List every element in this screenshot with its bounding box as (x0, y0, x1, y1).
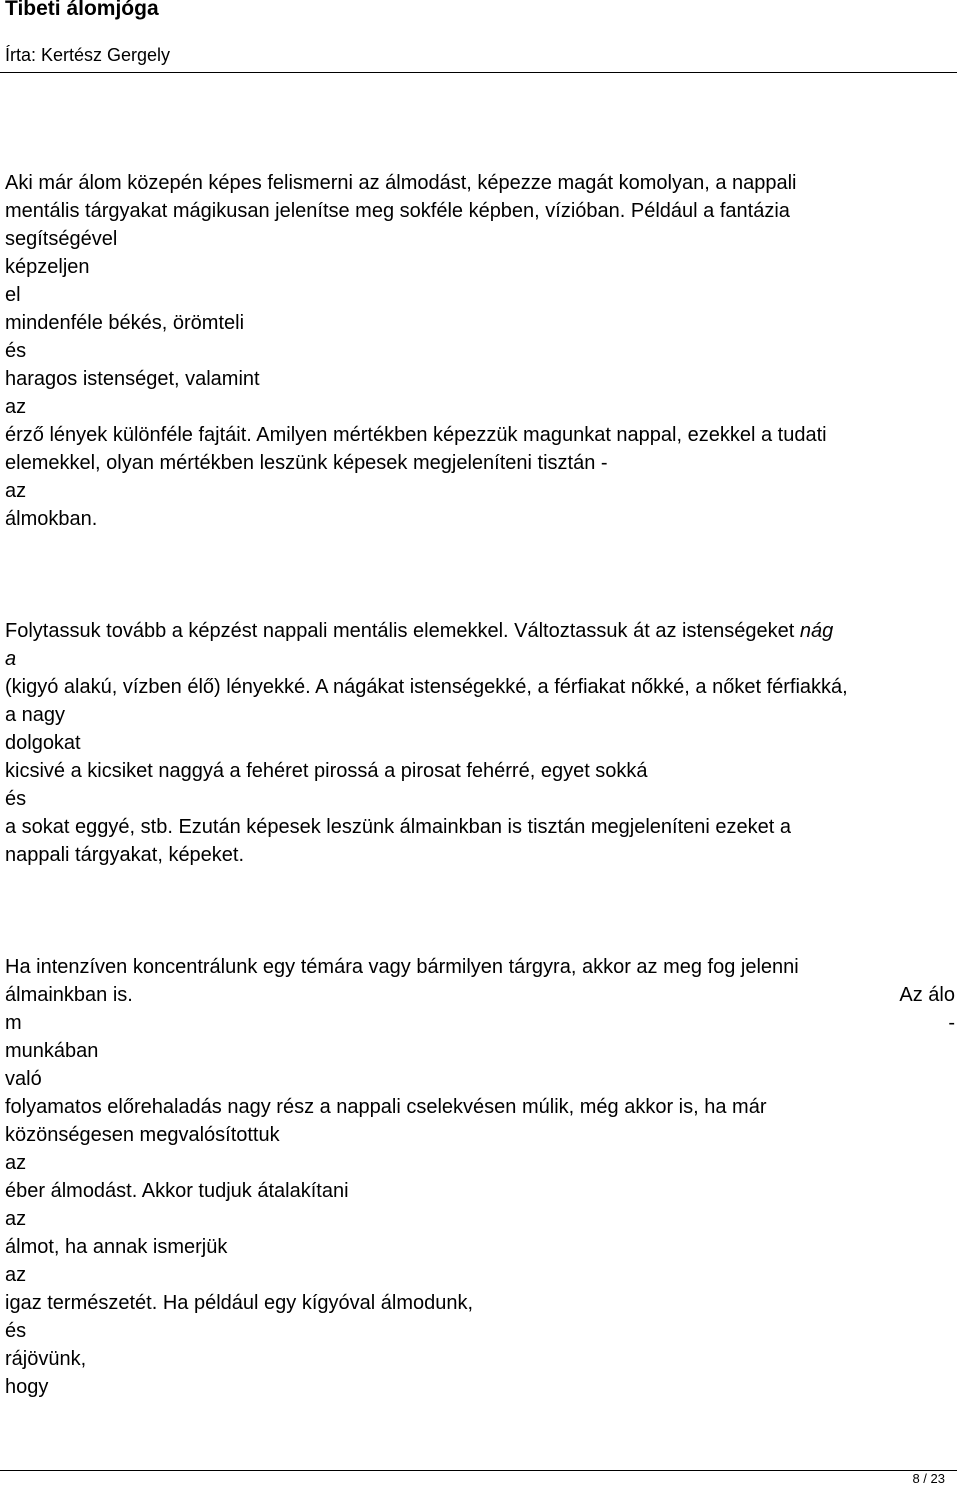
text-line: dolgokat (5, 732, 81, 754)
text-line: igaz természetét. Ha például egy kígyóval álmodunk, (5, 1292, 474, 1314)
text-line: és (5, 788, 27, 810)
text-line: a sokat eggyé, stb. Ezután képesek leszünk álmainkban is tisztán megjeleníteni ezeket a (5, 816, 792, 838)
text-line (5, 981, 955, 1009)
text-line: munkában (5, 1040, 99, 1062)
text-line: az (5, 1152, 27, 1174)
text-line: kicsivé a kicsiket naggyá a fehéret pirossá a pirosat fehérré, egyet sokká (5, 760, 648, 782)
text-line: való (5, 1068, 42, 1090)
text-line: az (5, 1208, 27, 1230)
text-segment: Folytassuk tovább a képzést nappali mentális elemekkel. Változtassuk át az istenségeket (5, 620, 800, 642)
paragraph-1 (5, 169, 955, 533)
text-segment: - (948, 1012, 955, 1034)
text-line: hogy (5, 1376, 49, 1398)
paragraph-2 (5, 617, 955, 869)
text-line (5, 617, 955, 645)
text-line: álmot, ha annak ismerjük (5, 1236, 228, 1258)
footer-divider (0, 1470, 957, 1471)
text-segment: Az álo (899, 984, 955, 1006)
text-line: álmokban. (5, 508, 98, 530)
text-line: elemekkel, olyan mértékben leszünk képesek megjeleníteni tisztán - (5, 452, 608, 474)
text-line: és (5, 340, 27, 362)
text-line (5, 645, 955, 673)
text-line: az (5, 1264, 27, 1286)
text-line: mentális tárgyakat mágikusan jelenítse meg sokféle képben, vízióban. Például a fantázia (5, 200, 790, 222)
text-line: közönségesen megvalósítottuk (5, 1124, 280, 1146)
document-author: Írta: Kertész Gergely (5, 45, 171, 65)
document-title: Tibeti álomjóga (5, 0, 159, 20)
paragraph-3 (5, 953, 955, 1401)
text-line: mindenféle békés, örömteli (5, 312, 245, 334)
text-line: képzeljen (5, 256, 90, 278)
text-line: rájövünk, (5, 1348, 87, 1370)
text-line (5, 1009, 955, 1037)
italic-term: a (5, 648, 17, 670)
text-line: segítségével (5, 228, 118, 250)
text-line: haragos istenséget, valamint (5, 368, 260, 390)
text-line: és (5, 1320, 27, 1342)
text-line: Aki már álom közepén képes felismerni az álmodást, képezze magát komolyan, a nappali (5, 172, 797, 194)
text-line: érző lények különféle fajtáit. Amilyen mértékben képezzük magunkat nappal, ezekkel a tudati (5, 424, 827, 446)
text-line: az (5, 480, 27, 502)
header-divider (0, 72, 957, 73)
text-line: folyamatos előrehaladás nagy rész a nappali cselekvésen múlik, még akkor is, ha már (5, 1096, 767, 1118)
text-line: éber álmodást. Akkor tudjuk átalakítani (5, 1180, 349, 1202)
text-segment: álmainkban is. (5, 984, 133, 1006)
text-line: nappali tárgyakat, képeket. (5, 844, 245, 866)
text-line: a nagy (5, 704, 66, 726)
text-line: az (5, 396, 27, 418)
page-number: 8 / 23 (912, 1471, 945, 1486)
text-segment: m (5, 1012, 22, 1034)
italic-term: nág (799, 620, 834, 642)
text-line: (kigyó alakú, vízben élő) lényekké. A nágákat istenségekké, a férfiakat nőkké, a nőket férfiakká, (5, 676, 848, 698)
text-line: el (5, 284, 21, 306)
text-line: Ha intenzíven koncentrálunk egy témára vagy bármilyen tárgyra, akkor az meg fog jelenni (5, 956, 799, 978)
